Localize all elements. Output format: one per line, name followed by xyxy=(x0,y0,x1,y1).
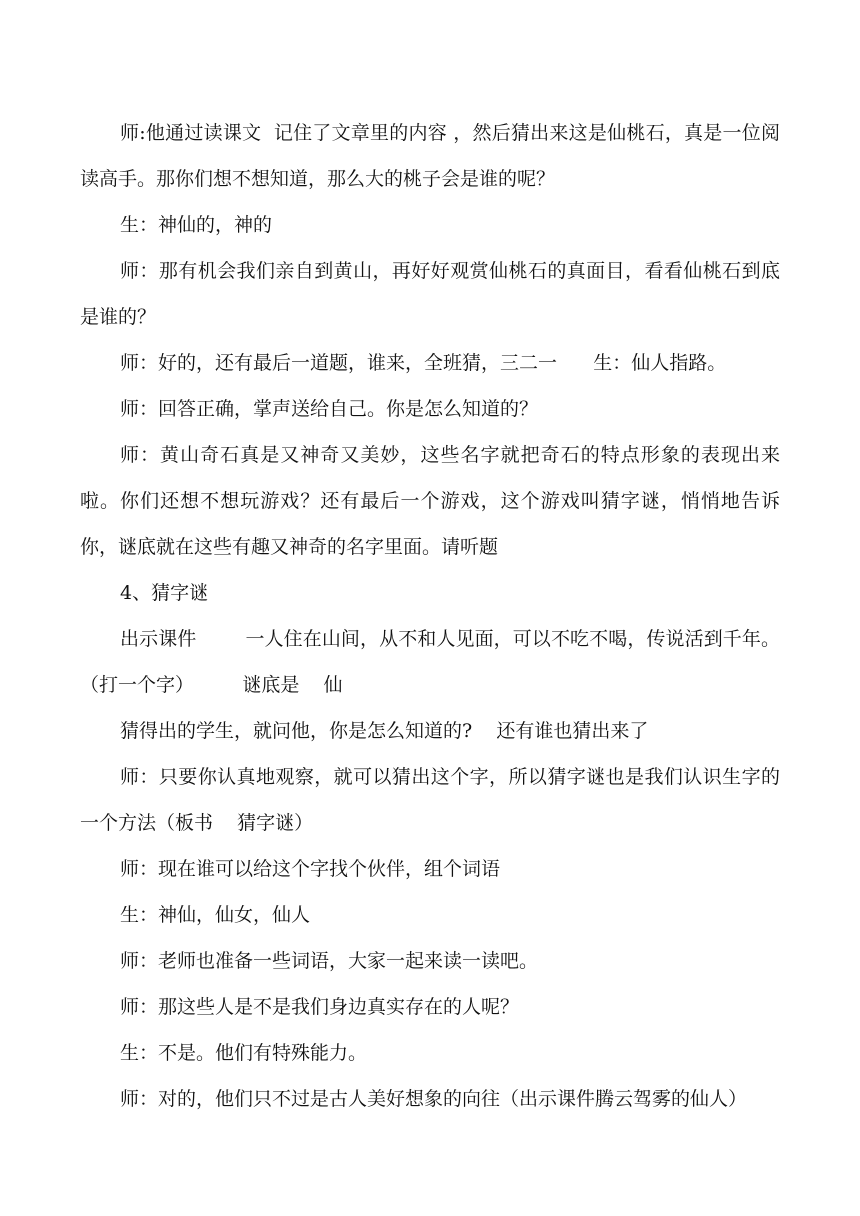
paragraph-courseware-riddle: 出示课件 一人住在山间，从不和人见面，可以不吃不喝，传说活到千年。（打一个字） 谜底是 仙 xyxy=(80,628,780,696)
paragraph-teacher-visit-huangshan: 师：那有机会我们亲自到黄山，再好好观赏仙桃石的真面目，看看仙桃石到底是谁的？ xyxy=(80,260,780,328)
paragraph-student-guess: 猜得出的学生，就问他，你是怎么知道的? 还有谁也猜出来了 xyxy=(120,720,649,742)
paragraph-teacher-last-question: 师：好的，还有最后一道题，谁来，全班猜，三二一 生：仙人指路。 xyxy=(120,352,727,374)
paragraph-student-special-ability: 生：不是。他们有特殊能力。 xyxy=(120,1042,368,1064)
paragraph-teacher-correct-answer: 师：回答正确，掌声送给自己。你是怎么知道的？ xyxy=(120,398,539,420)
paragraph-teacher-word-partner: 师：现在谁可以给这个字找个伙伴，组个词语 xyxy=(120,858,501,880)
paragraph-teacher-reading-expert: 师:他通过读课文 记住了文章里的内容 ，然后猜出来这是仙桃石，真是一位阅读高手。那你们想不想知道，那么大的桃子会是谁的呢？ xyxy=(80,122,780,190)
document-body xyxy=(80,110,780,1122)
section-heading-riddle: 4、猜字谜 xyxy=(120,582,209,604)
paragraph-teacher-real-people: 师：那这些人是不是我们身边真实存在的人呢？ xyxy=(120,996,520,1018)
paragraph-teacher-observe: 师：只要你认真地观察，就可以猜出这个字，所以猜字谜也是我们认识生字的一个方法（板书 猜字谜） xyxy=(80,766,780,834)
paragraph-student-gods: 生：神仙的，神的 xyxy=(120,214,273,236)
paragraph-student-words: 生：神仙，仙女，仙人 xyxy=(120,904,311,926)
paragraph-teacher-riddle-intro: 师：黄山奇石真是又神奇又美妙，这些名字就把奇石的特点形象的表现出来啦。你们还想不想玩游戏？还有最后一个游戏，这个游戏叫猜字谜，悄悄地告诉你，谜底就在这些有趣又神奇的名字里面。请听题 xyxy=(80,444,780,558)
paragraph-teacher-imagination: 师：对的，他们只不过是古人美好想象的向往（出示课件腾云驾雾的仙人） xyxy=(120,1088,748,1110)
paragraph-teacher-read-words: 师：老师也准备一些词语，大家一起来读一读吧。 xyxy=(120,950,539,972)
